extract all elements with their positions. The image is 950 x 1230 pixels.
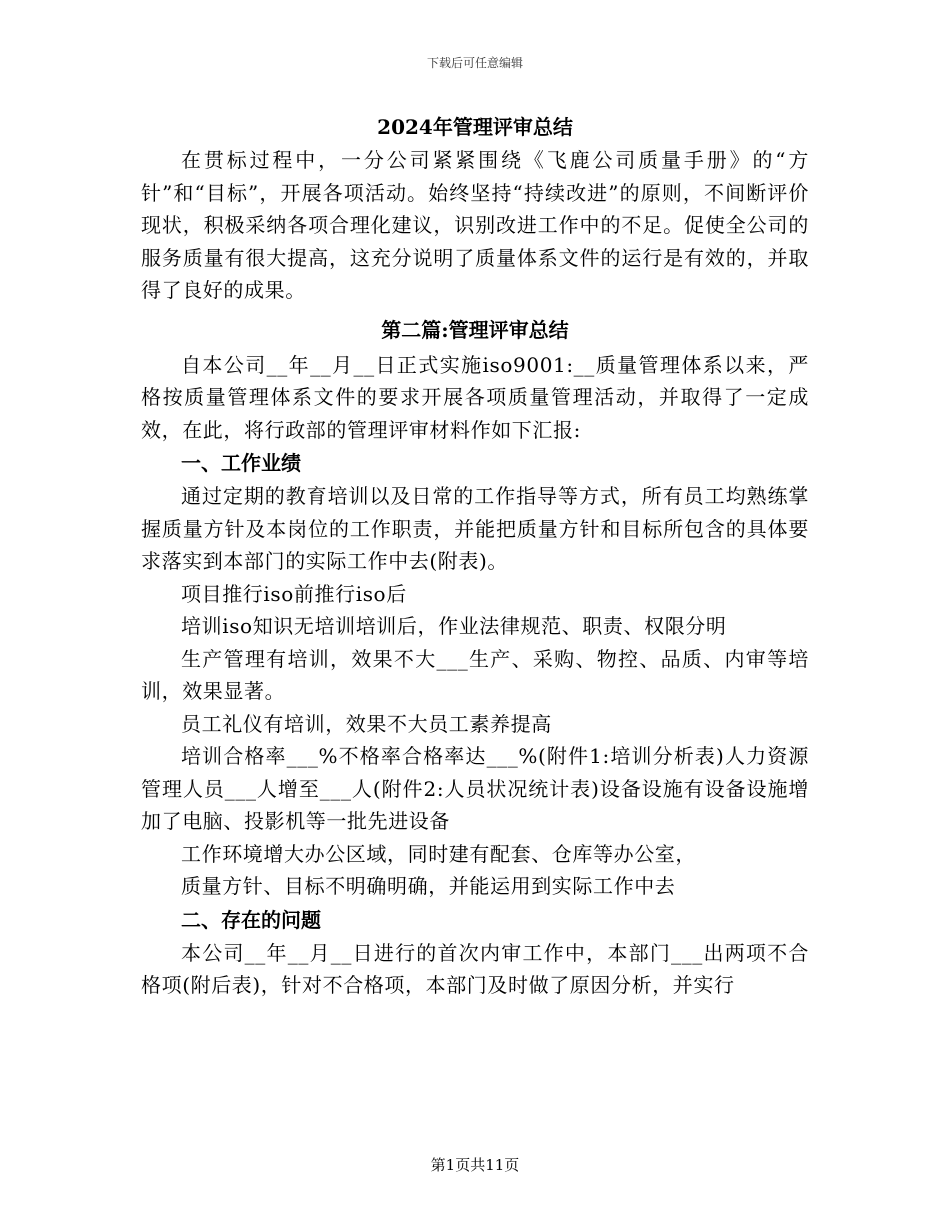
- intro-paragraph: 在贯标过程中，一分公司紧紧围绕《飞鹿公司质量手册》的“方针”和“目标”，开展各项活动。始终坚持“持续改进”的原则，不间断评价现状，积极采纳各项合理化建议，识别改进工作中的不足。促使全公司的服务质量有很大提高，这充分说明了质量体系文件的运行是有效的，并取得了良好的成果。: [141, 148, 809, 302]
- achievements-paragraph: 通过定期的教育培训以及日常的工作指导等方式，所有员工均熟练掌握质量方针及本岗位的工作职责，并能把质量方针和目标所包含的具体要求落实到本部门的实际工作中去(附表)。: [141, 484, 809, 573]
- section-2-intro-paragraph: 自本公司__年__月__日正式实施iso9001:__质量管理体系以来，严格按质量管理体系文件的要求开展各项质量管理活动，并取得了一定成效，在此，将行政部的管理评审材料作如下汇报:: [141, 352, 809, 442]
- document-title: 2024年管理评审总结: [377, 115, 573, 139]
- heading-existing-problems: 二、存在的问题: [181, 907, 321, 932]
- heading-work-achievements: 一、工作业绩: [181, 451, 301, 475]
- page-footer: 第1页共11页: [430, 1156, 520, 1174]
- problems-paragraph: 本公司__年__月__日进行的首次内审工作中，本部门___出两项不合格项(附后表)，针对不合格项，本部门及时做了原因分析，并实行: [141, 940, 809, 997]
- table-line: 工作环境增大办公区域，同时建有配套、仓库等办公室，: [181, 841, 696, 866]
- table-line: 培训合格率___%不格率合格率达___%(附件1:培训分析表)人力资源管理人员___人增至___人(附件2:人员状况统计表)设备设施有设备设施增加了电脑、投影机等一批先进设备: [141, 744, 809, 833]
- table-line: 生产管理有培训，效果不大___生产、采购、物控、品质、内审等培训，效果显著。: [141, 646, 809, 703]
- document-body: [141, 112, 809, 1002]
- table-line: 项目推行iso前推行iso后: [181, 581, 407, 606]
- table-line: 员工礼仪有培训，效果不大员工素养提高: [181, 711, 552, 736]
- table-line: 质量方针、目标不明确明确，并能运用到实际工作中去: [181, 874, 676, 898]
- table-line: 培训iso知识无培训培训后，作业法律规范、职责、权限分明: [181, 614, 727, 638]
- section-2-title: 第二篇:管理评审总结: [381, 317, 569, 342]
- page-header: 下载后可任意编辑: [426, 56, 523, 70]
